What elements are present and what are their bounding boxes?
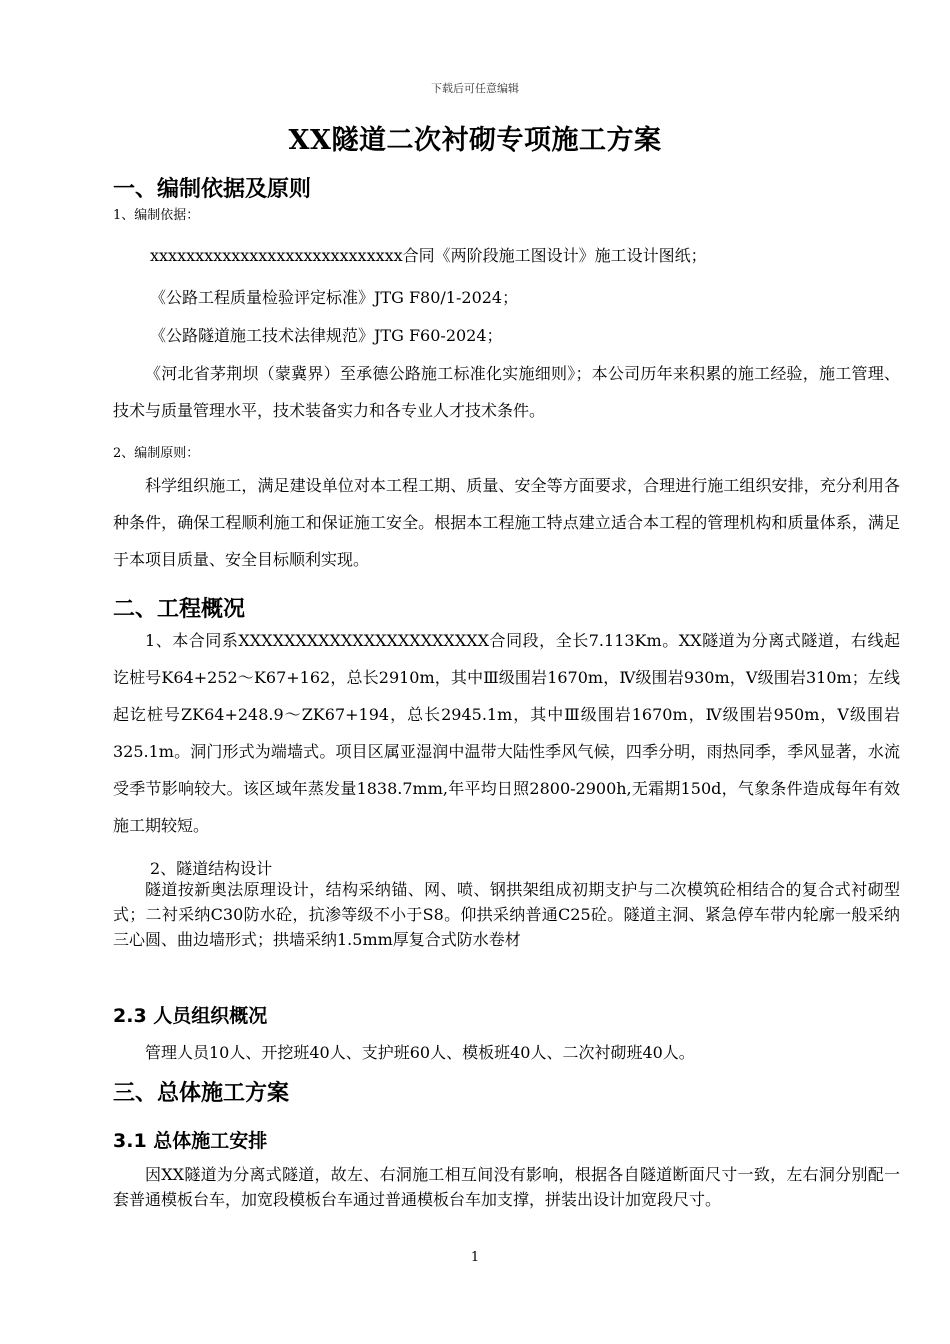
- basis-item: xxxxxxxxxxxxxxxxxxxxxxxxxxxx合同《两阶段施工图设计》施工设计图纸；: [150, 246, 707, 265]
- basis-label: 1、编制依据：: [113, 208, 200, 223]
- basis-item: 《公路隧道施工技术法律规范》JTG F60-2024；: [150, 326, 503, 345]
- document-title: XX隧道二次衬砌专项施工方案: [288, 125, 662, 156]
- arrangement-paragraph: 因XX隧道为分离式隧道，故左、右洞施工相互间没有影响，根据各自隧道断面尺寸一致，左右洞分别配一套普通模板台车，加宽段模板台车通过普通模板台车加支撑，拼装出设计加宽段尺寸。: [113, 1165, 900, 1209]
- page-number: 1: [470, 1250, 480, 1265]
- header-note: 下载后可任意编辑: [431, 82, 519, 95]
- section-3-1-heading: 3.1 总体施工安排: [113, 1130, 268, 1152]
- staffing-paragraph: 管理人员10人、开挖班40人、支护班60人、模板班40人、二次衬砌班40人。: [145, 1043, 695, 1062]
- overview-paragraph: 1、本合同系XXXXXXXXXXXXXXXXXXXXXX合同段，全长7.113Km。XX隧道为分离式隧道，右线起讫桩号K64+252～K67+162，总长2910m，其中Ⅲ级围岩1670m，Ⅳ级围岩930m，Ⅴ级围岩310m；左线起讫桩号ZK64+248.9～ZK67+194，总长2945.1m，其中Ⅲ级围岩1670m，Ⅳ级围岩950m，Ⅴ级围岩325.1m。洞门形式为端墙式。项目区属亚湿润中温带大陆性季风气候，四季分明，雨热同季，季风显著，水流受季节影响较大。该区域年蒸发量1838.7mm,年平均日照2800-2900h,无霜期150d，气象条件造成每年有效施工期较短。: [113, 631, 900, 835]
- section-3-heading: 三、总体施工方案: [113, 1081, 290, 1106]
- basis-item: 《公路工程质量检验评定标准》JTG F80/1-2024；: [150, 288, 519, 307]
- section-2-3-heading: 2.3 人员组织概况: [113, 1005, 268, 1027]
- basis-paragraph: 《河北省茅荆坝（蒙冀界）至承德公路施工标准化实施细则》；本公司历年来积累的施工经验，施工管理、技术与质量管理水平，技术装备实力和各专业人才技术条件。: [113, 364, 900, 420]
- structure-label: 2、隧道结构设计: [150, 859, 273, 878]
- section-2-heading: 二、工程概况: [113, 597, 246, 622]
- principle-label: 2、编制原则：: [113, 446, 200, 461]
- structure-paragraph: 隧道按新奥法原理设计，结构采纳锚、网、喷、钢拱架组成初期支护与二次模筑砼相结合的复合式衬砌型式；二衬采纳C30防水砼，抗渗等级不小于S8。仰拱采纳普通C25砼。隧道主洞、紧急停车带内轮廓一般采纳三心圆、曲边墙形式；拱墙采纳1.5mm厚复合式防水卷材: [113, 880, 900, 949]
- principle-paragraph: 科学组织施工，满足建设单位对本工程工期、质量、安全等方面要求，合理进行施工组织安排，充分利用各种条件，确保工程顺利施工和保证施工安全。根据本工程施工特点建立适合本工程的管理机构和质量体系，满足于本项目质量、安全目标顺利实现。: [113, 476, 900, 569]
- section-1-heading: 一、编制依据及原则: [113, 177, 312, 202]
